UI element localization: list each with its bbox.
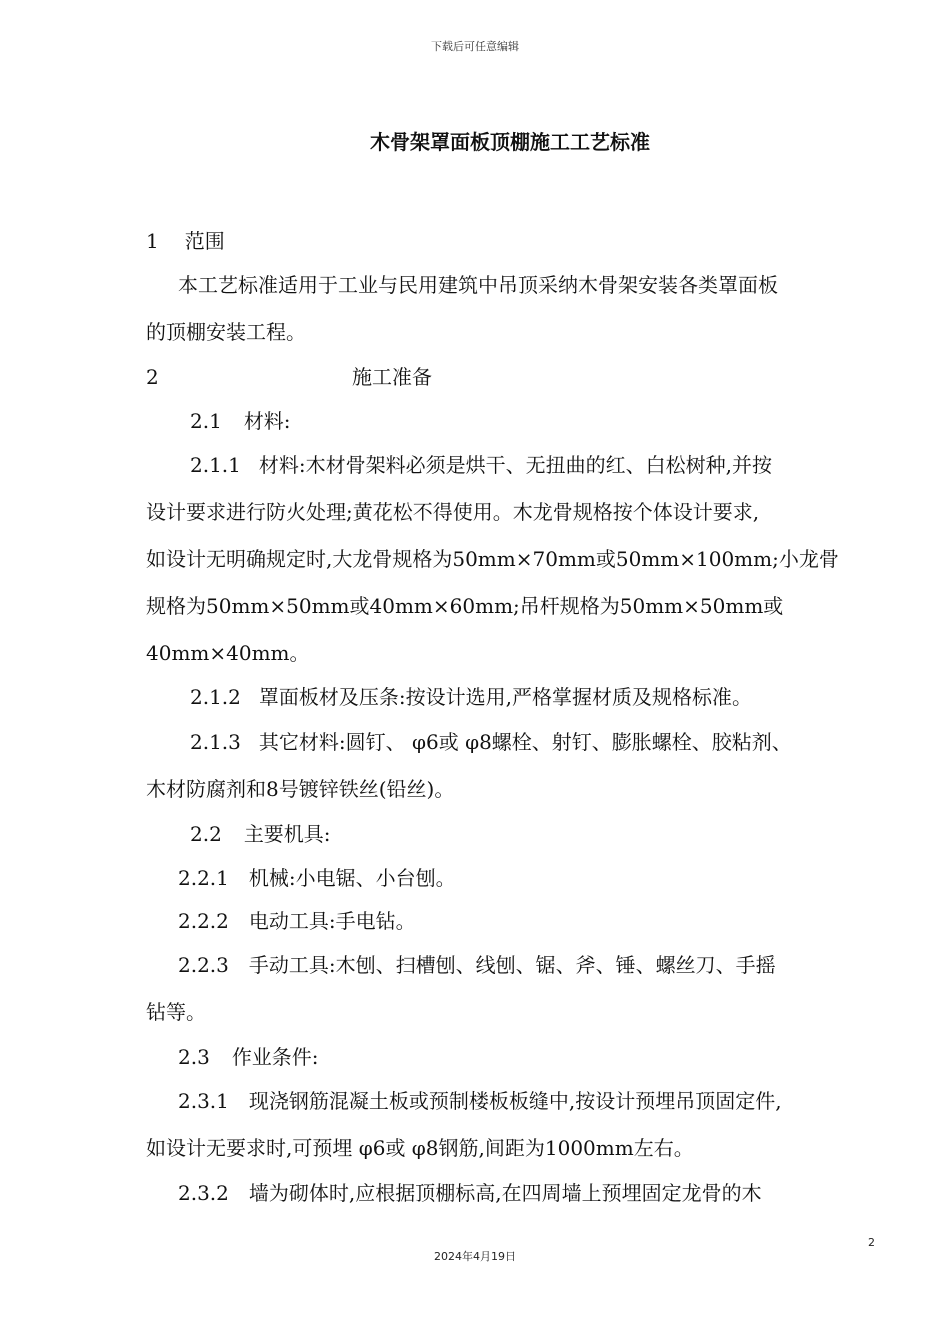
paragraph-line: 40mm×40mm。 bbox=[146, 641, 310, 665]
paragraph-line: 木材防腐剂和8号镀锌铁丝(铅丝)。 bbox=[146, 777, 455, 801]
item-2-3-2-line bbox=[178, 1181, 762, 1205]
paragraph-line: 设计要求进行防火处理;黄花松不得使用。木龙骨规格按个体设计要求, bbox=[146, 500, 760, 524]
subsection-2-1-heading bbox=[190, 409, 291, 433]
page-number: 2 bbox=[868, 1236, 875, 1249]
subsection-2-3-heading bbox=[178, 1045, 319, 1069]
item-text: 材料:木材骨架料必须是烘干、无扭曲的红、白松树种,并按 bbox=[258, 453, 772, 477]
item-text: 其它材料:圆钉、 φ6或 φ8螺栓、射钉、膨胀螺栓、胶粘剂、 bbox=[258, 730, 792, 754]
paragraph-line: 如设计无要求时,可预埋 φ6或 φ8钢筋,间距为1000mm左右。 bbox=[146, 1136, 694, 1160]
item-2-1-2-line bbox=[190, 685, 752, 709]
section-number: 2.1 bbox=[190, 409, 222, 433]
section-1-heading bbox=[146, 229, 225, 253]
item-2-2-2-line bbox=[178, 909, 416, 933]
item-text: 手动工具:木刨、扫槽刨、线刨、锯、斧、锤、螺丝刀、手摇 bbox=[248, 953, 776, 977]
document-title: 木骨架罩面板顶棚施工工艺标准 bbox=[370, 130, 650, 154]
item-number: 2.2.1 bbox=[178, 866, 229, 890]
paragraph-line: 的顶棚安装工程。 bbox=[146, 320, 306, 344]
item-text: 电动工具:手电钻。 bbox=[248, 909, 416, 933]
paragraph-line: 规格为50mm×50mm或40mm×60mm;吊杆规格为50mm×50mm或 bbox=[146, 594, 784, 618]
section-title: 范围 bbox=[184, 229, 225, 253]
item-number: 2.2.3 bbox=[178, 953, 229, 977]
subsection-2-2-heading bbox=[190, 822, 331, 846]
item-number: 2.3.2 bbox=[178, 1181, 229, 1205]
item-2-2-3-line bbox=[178, 953, 776, 977]
page-header: 下载后可任意编辑 bbox=[431, 40, 519, 53]
section-number: 2.3 bbox=[178, 1045, 210, 1069]
item-number: 2.1.1 bbox=[190, 453, 241, 477]
item-number: 2.2.2 bbox=[178, 909, 229, 933]
section-title: 主要机具: bbox=[243, 822, 331, 846]
item-2-1-1-line bbox=[190, 453, 772, 477]
item-number: 2.3.1 bbox=[178, 1089, 229, 1113]
section-2-number: 2 bbox=[146, 365, 159, 389]
item-2-2-1-line bbox=[178, 866, 456, 890]
item-text: 墙为砌体时,应根据顶棚标高,在四周墙上预埋固定龙骨的木 bbox=[248, 1181, 762, 1205]
item-number: 2.1.2 bbox=[190, 685, 241, 709]
item-2-3-1-line bbox=[178, 1089, 782, 1113]
paragraph-line: 钻等。 bbox=[146, 1000, 206, 1024]
paragraph-line: 如设计无明确规定时,大龙骨规格为50mm×70mm或50mm×100mm;小龙骨 bbox=[146, 547, 839, 571]
item-2-1-3-line bbox=[190, 730, 792, 754]
section-number: 2.2 bbox=[190, 822, 222, 846]
item-text: 机械:小电锯、小台刨。 bbox=[248, 866, 456, 890]
paragraph-line: 本工艺标准适用于工业与民用建筑中吊顶采纳木骨架安装各类罩面板 bbox=[178, 273, 778, 297]
item-number: 2.1.3 bbox=[190, 730, 241, 754]
page-footer-date: 2024年4月19日 bbox=[434, 1250, 516, 1263]
section-title: 作业条件: bbox=[231, 1045, 319, 1069]
section-title: 材料: bbox=[243, 409, 291, 433]
item-text: 罩面板材及压条:按设计选用,严格掌握材质及规格标准。 bbox=[258, 685, 752, 709]
section-number: 1 bbox=[146, 229, 159, 253]
section-2-title: 施工准备 bbox=[352, 365, 432, 389]
item-text: 现浇钢筋混凝土板或预制楼板板缝中,按设计预埋吊顶固定件, bbox=[248, 1089, 782, 1113]
